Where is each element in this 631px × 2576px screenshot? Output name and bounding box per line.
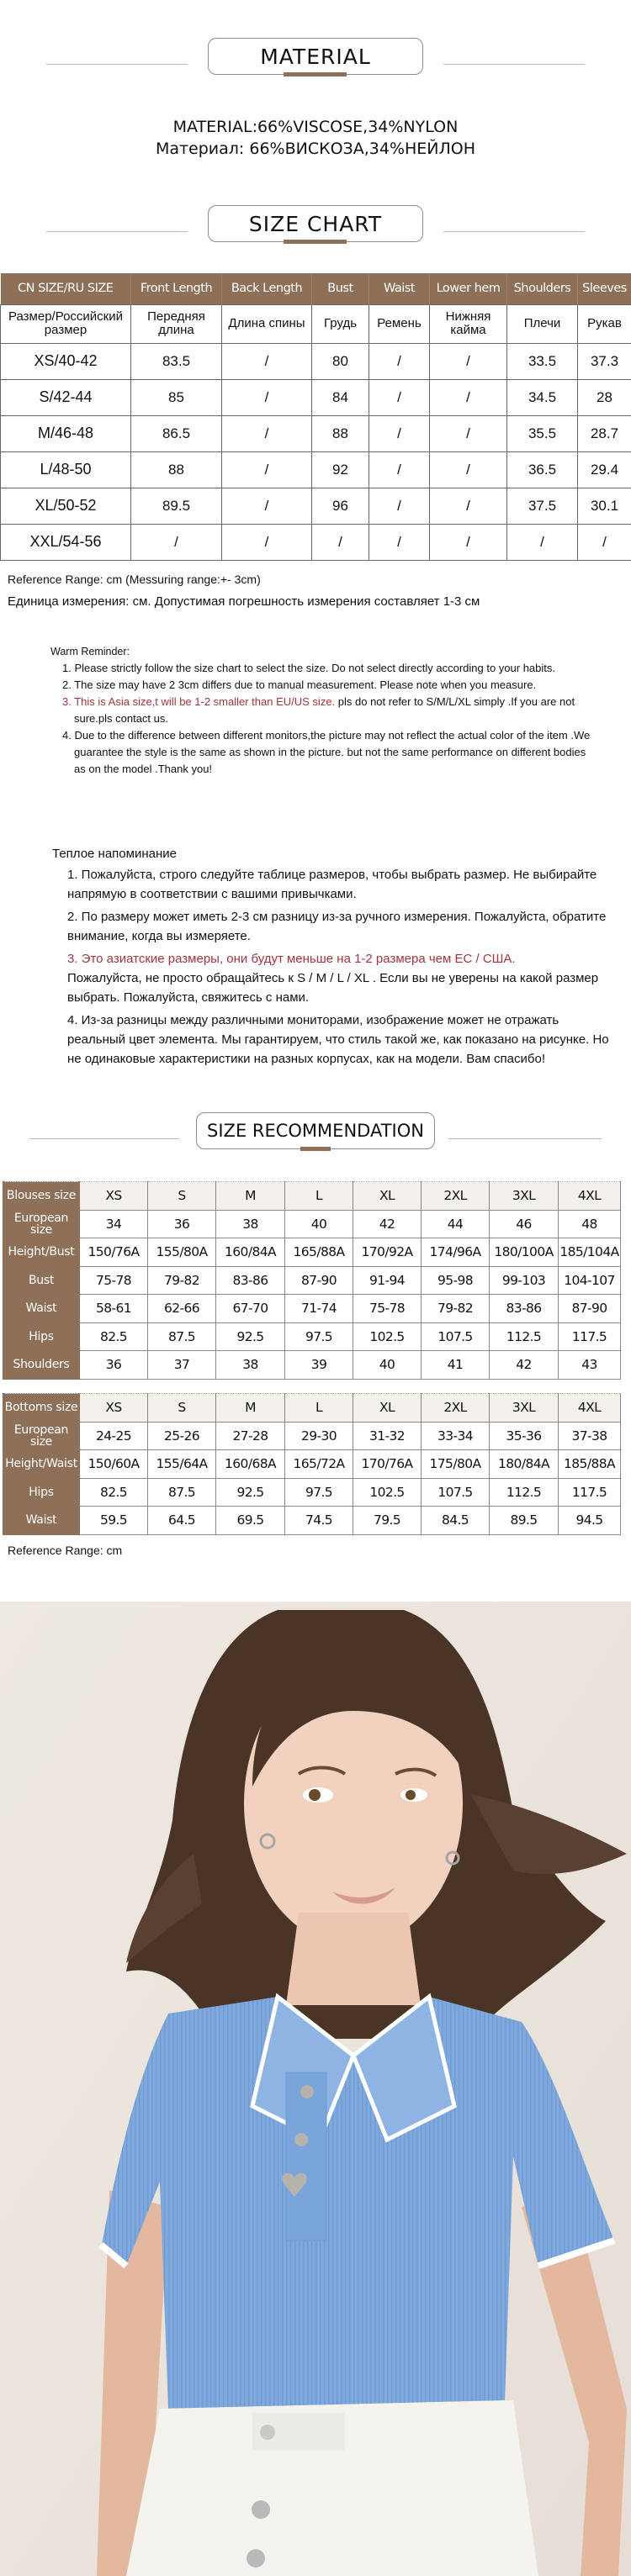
value-cell: 59.5 [80, 1507, 148, 1535]
value-cell: 112.5 [490, 1478, 559, 1507]
row-label: Waist [3, 1507, 80, 1535]
measurement-cell: / [430, 451, 507, 488]
measurement-cell: / [222, 343, 312, 379]
measurement-cell: / [312, 524, 369, 560]
row-label: Waist [3, 1295, 80, 1323]
table-row [3, 1210, 621, 1238]
value-cell: 107.5 [422, 1322, 490, 1351]
measurement-cell: / [369, 415, 430, 451]
table-row [1, 488, 631, 524]
value-cell: 97.5 [285, 1322, 353, 1351]
reference-range-en: Reference Range: cm (Messuring range:+- 3cm) [8, 573, 261, 586]
table-row [1, 415, 631, 451]
value-cell: 117.5 [559, 1322, 621, 1351]
table-row [3, 1238, 621, 1267]
divider-right [443, 231, 585, 232]
size-header-row [3, 1394, 621, 1423]
reminder-item: 1. Пожалуйста, строго следуйте таблице размеров, чтобы выбрать размер. Не выбирайте напрямую в соответствии с вашими привычками. [67, 868, 597, 901]
value-cell: 185/104A [559, 1238, 621, 1267]
value-cell: 180/100A [490, 1238, 559, 1267]
size-chart-table [0, 273, 631, 561]
value-cell: 2XL [422, 1394, 490, 1423]
size-label-cell: XL/50-52 [1, 488, 131, 524]
measurement-cell: 86.5 [131, 415, 222, 451]
reminder-item: 2. The size may have 2 3cm differs due to manual measurement. Please note when you measure. [62, 678, 537, 691]
measurement-cell: / [507, 524, 578, 560]
value-cell: 40 [285, 1210, 353, 1238]
value-cell: 4XL [559, 1394, 621, 1423]
value-cell: 42 [353, 1210, 422, 1238]
table-row [3, 1422, 621, 1450]
measurement-cell: / [369, 379, 430, 415]
value-cell: 94.5 [559, 1507, 621, 1535]
value-cell: 3XL [490, 1182, 559, 1211]
measurement-cell: 83.5 [131, 343, 222, 379]
column-header: Back Length [222, 273, 312, 304]
blouses-size-table [3, 1181, 621, 1380]
column-header: CN SIZE/RU SIZE [1, 273, 131, 304]
divider-right [448, 1138, 602, 1139]
value-cell: 155/80A [148, 1238, 216, 1267]
value-cell: 33-34 [422, 1422, 490, 1450]
measurement-cell: 34.5 [507, 379, 578, 415]
measurement-cell: 37.3 [578, 343, 631, 379]
warm-reminder-ru [52, 844, 612, 1072]
value-cell: 27-28 [216, 1422, 285, 1450]
value-cell: 36 [148, 1210, 216, 1238]
size-label-cell: XXL/54-56 [1, 524, 131, 560]
reminder-item: 2. По размеру может иметь 2-3 см разницу из-за ручного измерения. Пожалуйста, обратите внимание, когда вы измеряете. [67, 910, 607, 943]
warm-reminder-en [52, 643, 591, 778]
value-cell: 87-90 [559, 1295, 621, 1323]
reminder-heading: Warm Reminder: [50, 646, 130, 657]
row-label: Bust [3, 1266, 80, 1295]
column-header-ru: Размер/Российский размер [1, 304, 131, 343]
column-header-ru: Грудь [312, 304, 369, 343]
table-row [3, 1507, 621, 1535]
value-cell: 34 [80, 1210, 148, 1238]
material-section-header [0, 38, 631, 92]
value-cell: 2XL [422, 1182, 490, 1211]
value-cell: S [148, 1394, 216, 1423]
size-recommendation-section-header [0, 1112, 631, 1166]
table-row [3, 1322, 621, 1351]
size-label-cell: S/42-44 [1, 379, 131, 415]
value-cell: 99-103 [490, 1266, 559, 1295]
measurement-cell: 37.5 [507, 488, 578, 524]
value-cell: 175/80A [422, 1450, 490, 1479]
measurement-cell: / [222, 488, 312, 524]
value-cell: 91-94 [353, 1266, 422, 1295]
column-header-ru: Передняя длина [131, 304, 222, 343]
measurement-cell: / [369, 488, 430, 524]
measurement-cell: 96 [312, 488, 369, 524]
value-cell: XS [80, 1182, 148, 1211]
measurement-cell: 85 [131, 379, 222, 415]
value-cell: 155/64A [148, 1450, 216, 1479]
product-photo [0, 1602, 631, 2576]
value-cell: 69.5 [216, 1507, 285, 1535]
value-cell: 3XL [490, 1394, 559, 1423]
value-cell: 79-82 [148, 1266, 216, 1295]
value-cell: 67-70 [216, 1295, 285, 1323]
value-cell: 38 [216, 1351, 285, 1380]
column-header-ru: Длина спины [222, 304, 312, 343]
size-chart-title: SIZE CHART [208, 205, 423, 242]
bottoms-size-table [3, 1393, 621, 1535]
value-cell: 24-25 [80, 1422, 148, 1450]
value-cell: 37 [148, 1351, 216, 1380]
value-cell: 38 [216, 1210, 285, 1238]
measurement-cell: / [222, 524, 312, 560]
reminder-item: 4. Из-за разницы между различными мониторами, изображение может не отражать реальный цвет элемента. Мы гарантируем, что стиль такой же, как показано на рисунке. Но не одинаковые характеристики на разных корпусах, как на модели. Вам спасибо! [67, 1013, 609, 1066]
column-header: Bust [312, 273, 369, 304]
value-cell: 112.5 [490, 1322, 559, 1351]
value-cell: M [216, 1394, 285, 1423]
measurement-cell: / [131, 524, 222, 560]
row-label: European size [3, 1422, 80, 1450]
value-cell: 46 [490, 1210, 559, 1238]
measurement-cell: 33.5 [507, 343, 578, 379]
value-cell: 31-32 [353, 1422, 422, 1450]
title-accent-bar [300, 1147, 331, 1151]
value-cell: 92.5 [216, 1478, 285, 1507]
value-cell: 87.5 [148, 1478, 216, 1507]
value-cell: 75-78 [80, 1266, 148, 1295]
value-cell: 97.5 [285, 1478, 353, 1507]
value-cell: 41 [422, 1351, 490, 1380]
reference-range-ru: Единица измерения: см. Допустимая погрешность измерения составляет 1-3 см [8, 594, 480, 609]
measurement-cell: / [369, 343, 430, 379]
value-cell: 170/76A [353, 1450, 422, 1479]
size-chart-section-header [0, 205, 631, 259]
value-cell: 48 [559, 1210, 621, 1238]
value-cell: 180/84A [490, 1450, 559, 1479]
table-row [3, 1266, 621, 1295]
value-cell: 95-98 [422, 1266, 490, 1295]
reminder-warning: 3. This is Asia size,t will be 1-2 smaller than EU/US size. [62, 695, 336, 708]
row-label: Hips [3, 1478, 80, 1507]
row-label: Shoulders [3, 1351, 80, 1380]
value-cell: 87-90 [285, 1266, 353, 1295]
value-cell: 102.5 [353, 1478, 422, 1507]
value-cell: 84.5 [422, 1507, 490, 1535]
value-cell: 104-107 [559, 1266, 621, 1295]
value-cell: 165/72A [285, 1450, 353, 1479]
reminder-warning: 3. Это азиатские размеры, они будут меньше на 1-2 размера чем ЕС / США. [67, 952, 516, 966]
measurement-cell: / [430, 415, 507, 451]
value-cell: 160/84A [216, 1238, 285, 1267]
value-cell: L [285, 1182, 353, 1211]
reminder-item [52, 949, 612, 1007]
value-cell: XL [353, 1182, 422, 1211]
row-label: Bottoms size [3, 1394, 80, 1423]
column-header-ru: Нижняя кайма [430, 304, 507, 343]
reminder-text: pls do not refer to S/M/L/XL simply .If you are not sure.pls contact us. [74, 695, 575, 725]
table-row [1, 524, 631, 560]
header-row-ru [1, 304, 631, 343]
column-header: Waist [369, 273, 430, 304]
measurement-cell: 84 [312, 379, 369, 415]
value-cell: L [285, 1394, 353, 1423]
column-header-ru: Рукав [578, 304, 631, 343]
measurement-cell: / [222, 415, 312, 451]
column-header: Lower hem [430, 273, 507, 304]
divider-left [46, 231, 188, 232]
shirt-button [294, 2133, 308, 2146]
value-cell: M [216, 1182, 285, 1211]
material-composition [0, 116, 631, 160]
size-header-row [3, 1182, 621, 1211]
value-cell: 42 [490, 1351, 559, 1380]
measurement-cell: / [578, 524, 631, 560]
value-cell: 117.5 [559, 1478, 621, 1507]
table-row [3, 1450, 621, 1479]
value-cell: 83-86 [216, 1266, 285, 1295]
column-header: Sleeves [578, 273, 631, 304]
table-row [1, 343, 631, 379]
value-cell: 174/96A [422, 1238, 490, 1267]
value-cell: 35-36 [490, 1422, 559, 1450]
value-cell: 4XL [559, 1182, 621, 1211]
value-cell: XL [353, 1394, 422, 1423]
value-cell: 185/88A [559, 1450, 621, 1479]
divider-right [443, 64, 585, 65]
value-cell: 25-26 [148, 1422, 216, 1450]
column-header-ru: Плечи [507, 304, 578, 343]
header-row-en [1, 273, 631, 304]
value-cell: 165/88A [285, 1238, 353, 1267]
value-cell: 74.5 [285, 1507, 353, 1535]
divider-left [29, 1138, 179, 1139]
value-cell: 79.5 [353, 1507, 422, 1535]
size-label-cell: M/46-48 [1, 415, 131, 451]
value-cell: 40 [353, 1351, 422, 1380]
row-label: Height/Waist [3, 1450, 80, 1479]
value-cell: 83-86 [490, 1295, 559, 1323]
measurement-cell: / [430, 343, 507, 379]
measurement-cell: / [369, 524, 430, 560]
value-cell: 170/92A [353, 1238, 422, 1267]
column-header-ru: Ремень [369, 304, 430, 343]
row-label: Hips [3, 1322, 80, 1351]
measurement-cell: / [430, 524, 507, 560]
measurement-cell: 30.1 [578, 488, 631, 524]
size-label-cell: XS/40-42 [1, 343, 131, 379]
measurement-cell: / [430, 488, 507, 524]
column-header: Front Length [131, 273, 222, 304]
value-cell: 107.5 [422, 1478, 490, 1507]
row-label: Blouses size [3, 1182, 80, 1211]
reminder-item: 1. Please strictly follow the size chart to select the size. Do not select directly according to your habits. [62, 662, 555, 674]
title-accent-bar [284, 72, 347, 77]
value-cell: 75-78 [353, 1295, 422, 1323]
measurement-cell: 89.5 [131, 488, 222, 524]
measurement-cell: 36.5 [507, 451, 578, 488]
value-cell: 79-82 [422, 1295, 490, 1323]
value-cell: 64.5 [148, 1507, 216, 1535]
value-cell: 82.5 [80, 1322, 148, 1351]
value-cell: 62-66 [148, 1295, 216, 1323]
value-cell: 58-61 [80, 1295, 148, 1323]
measurement-cell: 92 [312, 451, 369, 488]
value-cell: 150/76A [80, 1238, 148, 1267]
value-cell: 29-30 [285, 1422, 353, 1450]
value-cell: 102.5 [353, 1322, 422, 1351]
material-line-ru: Материал: 66%ВИСКОЗА,34%НЕЙЛОН [155, 140, 476, 158]
material-line-en: MATERIAL:66%VISCOSE,34%NYLON [172, 118, 459, 136]
reminder-item [62, 694, 591, 727]
model-illustration [0, 1602, 631, 2576]
value-cell: 44 [422, 1210, 490, 1238]
value-cell: 89.5 [490, 1507, 559, 1535]
value-cell: 43 [559, 1351, 621, 1380]
material-title: MATERIAL [208, 38, 423, 75]
measurement-cell: 28 [578, 379, 631, 415]
measurement-cell: 88 [312, 415, 369, 451]
measurement-cell: / [430, 379, 507, 415]
value-cell: 82.5 [80, 1478, 148, 1507]
table-row [1, 379, 631, 415]
measurement-cell: / [222, 451, 312, 488]
row-label: Height/Bust [3, 1238, 80, 1267]
measurement-cell: 88 [131, 451, 222, 488]
shirt-button [300, 2085, 314, 2098]
measurement-cell: 35.5 [507, 415, 578, 451]
value-cell: XS [80, 1394, 148, 1423]
divider-left [46, 64, 188, 65]
value-cell: 71-74 [285, 1295, 353, 1323]
table-row [3, 1478, 621, 1507]
value-cell: 160/68A [216, 1450, 285, 1479]
reminder-item: 4. Due to the difference between different monitors,the picture may not reflect the actual color of the item .We guarantee the style is the same as shown in the picture. but not the same performance on different bodies as on the model .Thank you! [62, 729, 591, 775]
size-label-cell: L/48-50 [1, 451, 131, 488]
column-header: Shoulders [507, 273, 578, 304]
value-cell: 92.5 [216, 1322, 285, 1351]
table-row [3, 1351, 621, 1380]
measurement-cell: 80 [312, 343, 369, 379]
title-accent-bar [284, 240, 347, 244]
reference-range-bottom: Reference Range: cm [8, 1544, 123, 1557]
reminder-heading: Теплое напоминание [52, 847, 177, 861]
table-row [3, 1295, 621, 1323]
value-cell: 87.5 [148, 1322, 216, 1351]
reminder-text: Пожалуйста, не просто обращайтесь к S / M / L / XL . Если вы не уверены на какой размер выбрать. Пожалуйста, свяжитесь с нами. [67, 971, 599, 1005]
size-recommendation-title: SIZE RECOMMENDATION [196, 1112, 435, 1149]
value-cell: 39 [285, 1351, 353, 1380]
measurement-cell: / [222, 379, 312, 415]
measurement-cell: 29.4 [578, 451, 631, 488]
table-row [1, 451, 631, 488]
value-cell: S [148, 1182, 216, 1211]
value-cell: 150/60A [80, 1450, 148, 1479]
measurement-cell: 28.7 [578, 415, 631, 451]
row-label: European size [3, 1210, 80, 1238]
value-cell: 36 [80, 1351, 148, 1380]
measurement-cell: / [369, 451, 430, 488]
value-cell: 37-38 [559, 1422, 621, 1450]
